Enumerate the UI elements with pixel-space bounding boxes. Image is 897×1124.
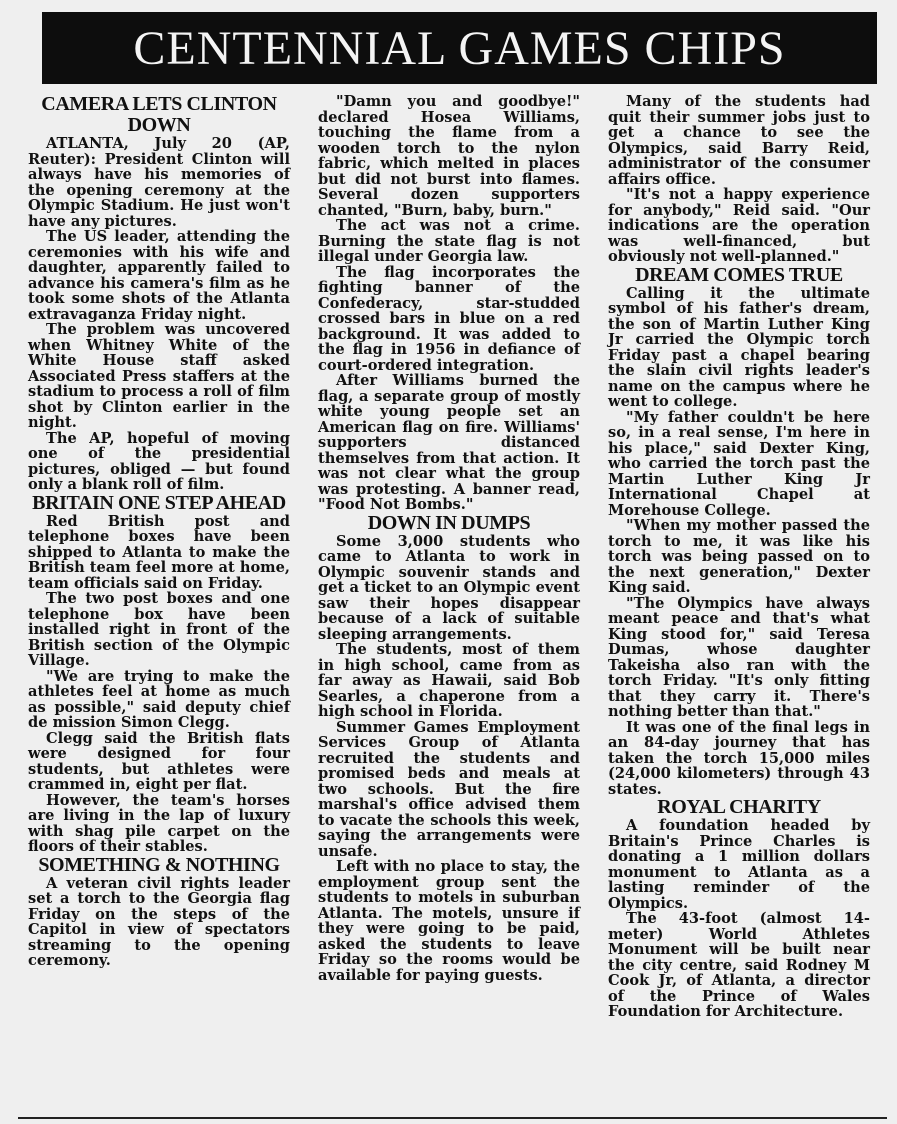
article-paragraph: The AP, hopeful of moving one of the presidential pictures, obliged — but found only a blank roll of film. (28, 429, 290, 493)
article-paragraph: The act was not a crime. Burning the state flag is not illegal under Georgia law. (318, 217, 580, 265)
article-paragraph: Calling it the ultimate symbol of his father's dream, the son of Martin Luther King Jr carried the Olympic torch Friday past a chapel bearing the slain civil rights leader's name on the campus where he went to college. (608, 284, 870, 410)
column-1 (28, 94, 290, 969)
article-paragraph: Clegg said the British flats were designed for four students, but athletes were crammed in, eight per flat. (28, 729, 290, 793)
article (28, 493, 290, 855)
column-3 (608, 94, 870, 1020)
article-paragraph: "My father couldn't be here so, in a real sense, I'm here in his place," said Dexter King, who carried the torch past the Martin Luther King Jr International Chapel at Morehouse College. (608, 408, 870, 519)
article (318, 94, 580, 513)
banner-title: CENTENNIAL GAMES CHIPS (133, 21, 786, 75)
article (318, 513, 580, 984)
article-paragraph: The two post boxes and one telephone box have been installed right in front of the British section of the Olympic Village. (28, 590, 290, 669)
article-paragraph: Some 3,000 students who came to Atlanta to work in Olympic souvenir stands and get a ticket to an Olympic event saw their hopes disappear because of a lack of suitable sleeping arrangements. (318, 532, 580, 643)
article-paragraph: "The Olympics have always meant peace and that's what King stood for," said Teresa Dumas, whose daughter Takeisha also ran with the torch Friday. "It's only fitting that they carry it. There's nothing better than that." (608, 594, 870, 720)
article (28, 94, 290, 493)
article-paragraph: After Williams burned the flag, a separate group of mostly white young people set an American flag on fire. Williams' supporters distanced themselves from that action. It was not clear what the group was protesting. A banner read, "Food Not Bombs." (318, 372, 580, 513)
article-headline: DOWN IN DUMPS (367, 511, 531, 534)
column-2 (318, 94, 580, 983)
article (608, 797, 870, 1020)
article-paragraph: The US leader, attending the ceremonies with his wife and daughter, apparently failed to advance his camera's film as he took some shots of the Atlanta extravaganza Friday night. (28, 228, 290, 323)
article (608, 265, 870, 798)
article-paragraph: The problem was uncovered when Whitney White of the White House staff asked Associated Press staffers at the stadium to process a roll of film shot by Clinton earlier in the night. (28, 321, 290, 431)
article-paragraph: "Damn you and goodbye!" declared Hosea Williams, touching the flame from a wooden torch to the nylon fabric, which melted in places but did not burst into flames. Several dozen supporters chanted, "Burn, baby, burn." (318, 93, 580, 219)
article-headline: CAMERA LETS CLINTON DOWN (41, 93, 277, 136)
article-paragraph: Summer Games Employment Services Group of Atlanta recruited the students and promised beds and meals at two schools. But the fire marshal's office advised them to vacate the schools this week, saying the arrangements were unsafe. (318, 718, 580, 860)
article-paragraph: The 43-foot (almost 14-meter) World Athletes Monument will be built near the city centre, said Rodney M Cook Jr, of Atlanta, a director of the Prince of Wales Foundation for Architecture. (608, 910, 870, 1020)
article-headline: SOMETHING & NOTHING (38, 853, 280, 876)
article-paragraph: The students, most of them in high school, came from as far away as Hawaii, said Bob Searles, a chaperone from a high school in Florida. (318, 641, 580, 720)
article-paragraph: "When my mother passed the torch to me, it was like his torch was being passed on to the next generation," Dexter King said. (608, 517, 870, 596)
article-paragraph: "We are trying to make the athletes feel at home as much as possible," said deputy chief de mission Simon Clegg. (28, 667, 290, 731)
article-paragraph: The flag incorporates the fighting banner of the Confederacy, star-studded crossed bars in blue on a red background. It was added to the flag in 1956 in defiance of court-ordered integration. (318, 263, 580, 374)
article (608, 94, 870, 265)
article-paragraph: ATLANTA, July 20 (AP, Reuter): President Clinton will always have his memories of the opening ceremony at the Olympic Stadium. He just won't have any pictures. (28, 135, 290, 230)
article (28, 855, 290, 969)
article-paragraph: "It's not a happy experience for anybody," Reid said. "Our indications are the operation was well-financed, but obviously not well-planned." (608, 186, 870, 265)
article-paragraph: It was one of the final legs in an 84-day journey that has taken the torch 15,000 miles (24,000 kilometers) through 43 states. (608, 718, 870, 798)
bottom-rule (18, 1117, 887, 1119)
article-paragraph: However, the team's horses are living in the lap of luxury with shag pile carpet on the floors of their stables. (28, 791, 290, 855)
article-headline: BRITAIN ONE STEP AHEAD (32, 491, 286, 514)
article-headline: ROYAL CHARITY (657, 796, 821, 818)
article-paragraph: A foundation headed by Britain's Prince Charles is donating a 1 million dollars monument to Atlanta as a lasting reminder of the Olympics. (608, 817, 870, 912)
article-paragraph: A veteran civil rights leader set a torch to the Georgia flag Friday on the steps of the Capitol in view of spectators streaming to the opening ceremony. (28, 874, 290, 969)
article-headline: DREAM COMES TRUE (635, 263, 843, 286)
article-paragraph: Left with no place to stay, the employment group sent the students to motels in suburban Atlanta. The motels, unsure if they were going to be paid, asked the students to leave Friday so the rooms would be available for paying guests. (318, 858, 580, 984)
section-banner (42, 12, 877, 84)
article-paragraph: Many of the students had quit their summer jobs just to get a chance to see the Olympics, said Barry Reid, administrator of the consumer affairs office. (608, 93, 870, 188)
article-paragraph: Red British post and telephone boxes have been shipped to Atlanta to make the British team feel more at home, team officials said on Friday. (28, 512, 290, 592)
